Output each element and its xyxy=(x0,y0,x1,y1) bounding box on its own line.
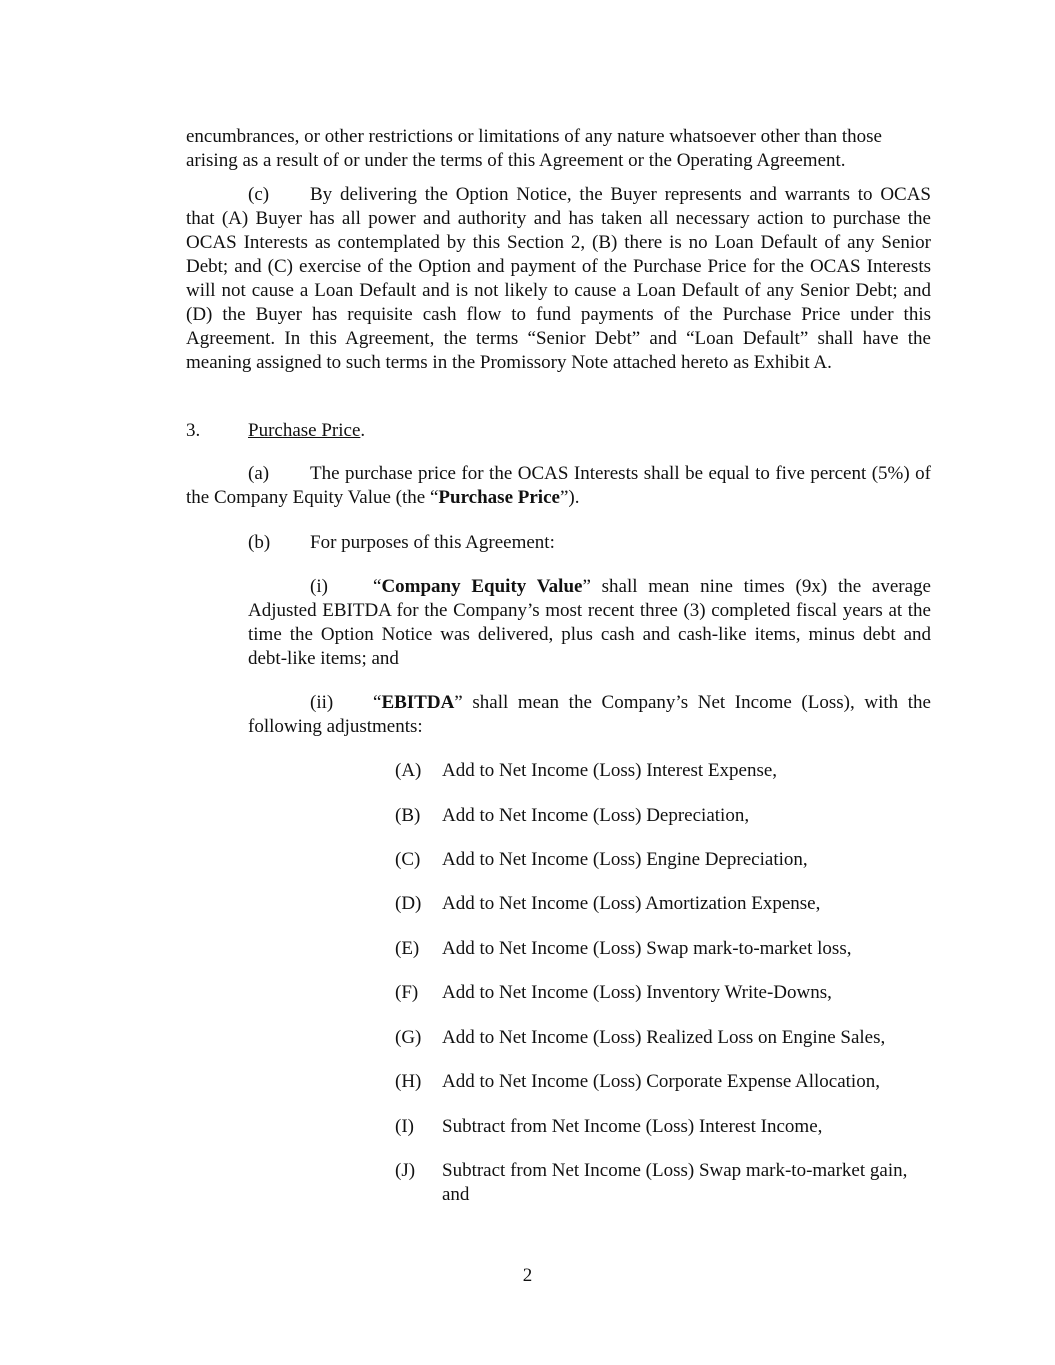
paragraph-ii-label: (ii) xyxy=(310,692,334,713)
section-heading xyxy=(248,419,365,443)
paragraph-b xyxy=(186,531,931,555)
adjustment-label: (F) xyxy=(395,982,419,1003)
paragraph-c xyxy=(186,183,931,375)
section-title: Purchase Price xyxy=(248,420,361,441)
adjustment-text: Add to Net Income (Loss) Swap mark-to-market loss, xyxy=(442,938,852,959)
paragraph-b-text: For purposes of this Agreement: xyxy=(310,532,555,553)
adjustment-text: Subtract from Net Income (Loss) Swap mark-to-market gain, and xyxy=(442,1160,908,1205)
adjustment-label: (A) xyxy=(395,760,422,781)
adjustment-text: Add to Net Income (Loss) Engine Depreciation, xyxy=(442,849,808,870)
defined-term-purchase-price: Purchase Price xyxy=(438,487,560,508)
adjustment-text: Add to Net Income (Loss) Corporate Expense Allocation, xyxy=(442,1071,880,1092)
section-number: 3. xyxy=(186,420,201,441)
paragraph-c-text: By delivering the Option Notice, the Buyer represents and warrants to OCAS that (A) Buyer has all power and authority and has taken all necessary action to purchase the OCAS Interests as contemplated by this Section 2, (B) there is no Loan Default of any Senior Debt; and (C) exercise of the Option and payment of the Purchase Price for the OCAS Interests will not cause a Loan Default and is not likely to cause a Loan Default of any Senior Debt; and (D) the Buyer has requisite cash flow to fund payments of the Purchase Price under this Agreement. In this Agreement, the terms “Senior Debt” and “Loan Default” shall have the meaning assigned to such terms in the Promissory Note attached hereto as Exhibit A. xyxy=(186,184,931,373)
adjustment-label: (C) xyxy=(395,849,421,870)
adjustment-label: (H) xyxy=(395,1071,422,1092)
adjustment-label: (D) xyxy=(395,893,422,914)
adjustment-text: Subtract from Net Income (Loss) Interest Income, xyxy=(442,1116,823,1137)
paragraph-a-text-end: ”). xyxy=(559,487,580,508)
paragraph-continuation xyxy=(186,125,931,173)
paragraph-ii xyxy=(248,691,931,739)
paragraph-b-label: (b) xyxy=(248,532,271,553)
paragraph-i-open-quote: “ xyxy=(373,576,382,597)
paragraph-ii-open-quote: “ xyxy=(373,692,382,713)
adjustment-text: Add to Net Income (Loss) Inventory Write-Downs, xyxy=(442,982,832,1003)
defined-term-ebitda: EBITDA xyxy=(381,692,455,713)
paragraph-i-text: ” shall mean nine times (9x) the average Adjusted EBITDA for the Company’s most recent three (3) completed fiscal years at the time the Option Notice was delivered, plus cash and cash-like items, minus debt and debt-like items; and xyxy=(248,576,931,669)
section-title-period: . xyxy=(360,420,366,441)
adjustment-label: (I) xyxy=(395,1116,414,1137)
adjustment-text: Add to Net Income (Loss) Depreciation, xyxy=(442,805,750,826)
adjustment-text: Add to Net Income (Loss) Interest Expense, xyxy=(442,760,778,781)
adjustment-label: (J) xyxy=(395,1160,416,1181)
paragraph-a-label: (a) xyxy=(248,463,270,484)
paragraph-ii-text: ” shall mean the Company’s Net Income (Loss), with the following adjustments: xyxy=(248,692,931,737)
defined-term-company-equity-value: Company Equity Value xyxy=(381,576,583,597)
adjustment-text: Add to Net Income (Loss) Amortization Expense, xyxy=(442,893,821,914)
paragraph-a-text: The purchase price for the OCAS Interests shall be equal to five percent (5%) of the Company Equity Value (the “ xyxy=(186,463,931,508)
paragraph-i-label: (i) xyxy=(310,576,328,597)
adjustment-label: (B) xyxy=(395,805,421,826)
page-number: 2 xyxy=(522,1265,533,1286)
adjustment-label: (E) xyxy=(395,938,420,959)
paragraph-a xyxy=(186,462,931,510)
paragraph-continuation-line-1: encumbrances, or other restrictions or limitations of any nature whatsoever other than those xyxy=(186,126,882,147)
paragraph-i xyxy=(248,575,931,671)
paragraph-continuation-line-2: arising as a result of or under the terms of this Agreement or the Operating Agreement. xyxy=(186,150,846,171)
adjustment-label: (G) xyxy=(395,1027,422,1048)
adjustment-text: Add to Net Income (Loss) Realized Loss on Engine Sales, xyxy=(442,1027,886,1048)
paragraph-c-label: (c) xyxy=(248,184,270,205)
